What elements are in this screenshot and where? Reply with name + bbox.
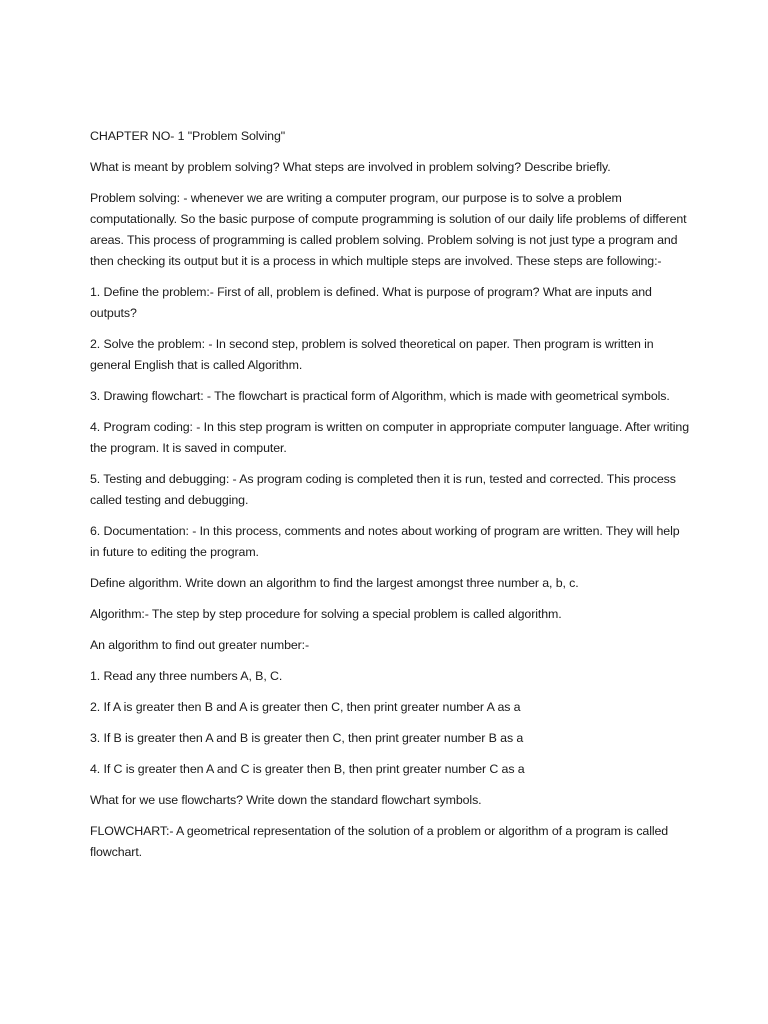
step-solve-problem: 2. Solve the problem: - In second step, problem is solved theoretical on paper. Then program is written in general English that is called Algorithm. (90, 337, 654, 372)
question-flowcharts: What for we use flowcharts? Write down the standard flowchart symbols. (90, 793, 482, 807)
algorithm-intro: An algorithm to find out greater number:- (90, 638, 310, 652)
algorithm-step-3: 3. If B is greater then A and B is greater then C, then print greater number B as a (90, 731, 524, 745)
step-documentation: 6. Documentation: - In this process, comments and notes about working of program are written. They will help in future to editing the program. (90, 524, 680, 559)
step-define-problem: 1. Define the problem:- First of all, problem is defined. What is purpose of program? What are inputs and outputs? (90, 285, 652, 320)
step-program-coding: 4. Program coding: - In this step program is written on computer in appropriate computer language. After writing the program. It is saved in computer. (90, 420, 689, 455)
question-define-algorithm: Define algorithm. Write down an algorithm to find the largest amongst three number a, b, c. (90, 576, 579, 590)
chapter-heading: CHAPTER NO- 1 "Problem Solving" (90, 129, 286, 143)
algorithm-step-2: 2. If A is greater then B and A is greater then C, then print greater number A as a (90, 700, 521, 714)
flowchart-definition: FLOWCHART:- A geometrical representation of the solution of a problem or algorithm of a program is called flowchart. (90, 824, 669, 859)
step-drawing-flowchart: 3. Drawing flowchart: - The flowchart is practical form of Algorithm, which is made with geometrical symbols. (90, 389, 670, 403)
problem-solving-definition: Problem solving: - whenever we are writing a computer program, our purpose is to solve a problem computationally. So the basic purpose of compute programming is solution of our daily life problems of different areas. This process of programming is called problem solving. Problem solving is not just type a program and then checking its output but it is a process in which multiple steps are involved. These steps are following:- (90, 191, 687, 268)
question-problem-solving: What is meant by problem solving? What steps are involved in problem solving? Describe briefly. (90, 160, 611, 174)
step-testing-debugging: 5. Testing and debugging: - As program coding is completed then it is run, tested and corrected. This process called testing and debugging. (90, 472, 676, 507)
algorithm-step-4: 4. If C is greater then A and C is greater then B, then print greater number C as a (90, 762, 525, 776)
document-page (90, 126, 690, 873)
algorithm-definition: Algorithm:- The step by step procedure for solving a special problem is called algorithm. (90, 607, 562, 621)
algorithm-step-1: 1. Read any three numbers A, B, C. (90, 669, 283, 683)
